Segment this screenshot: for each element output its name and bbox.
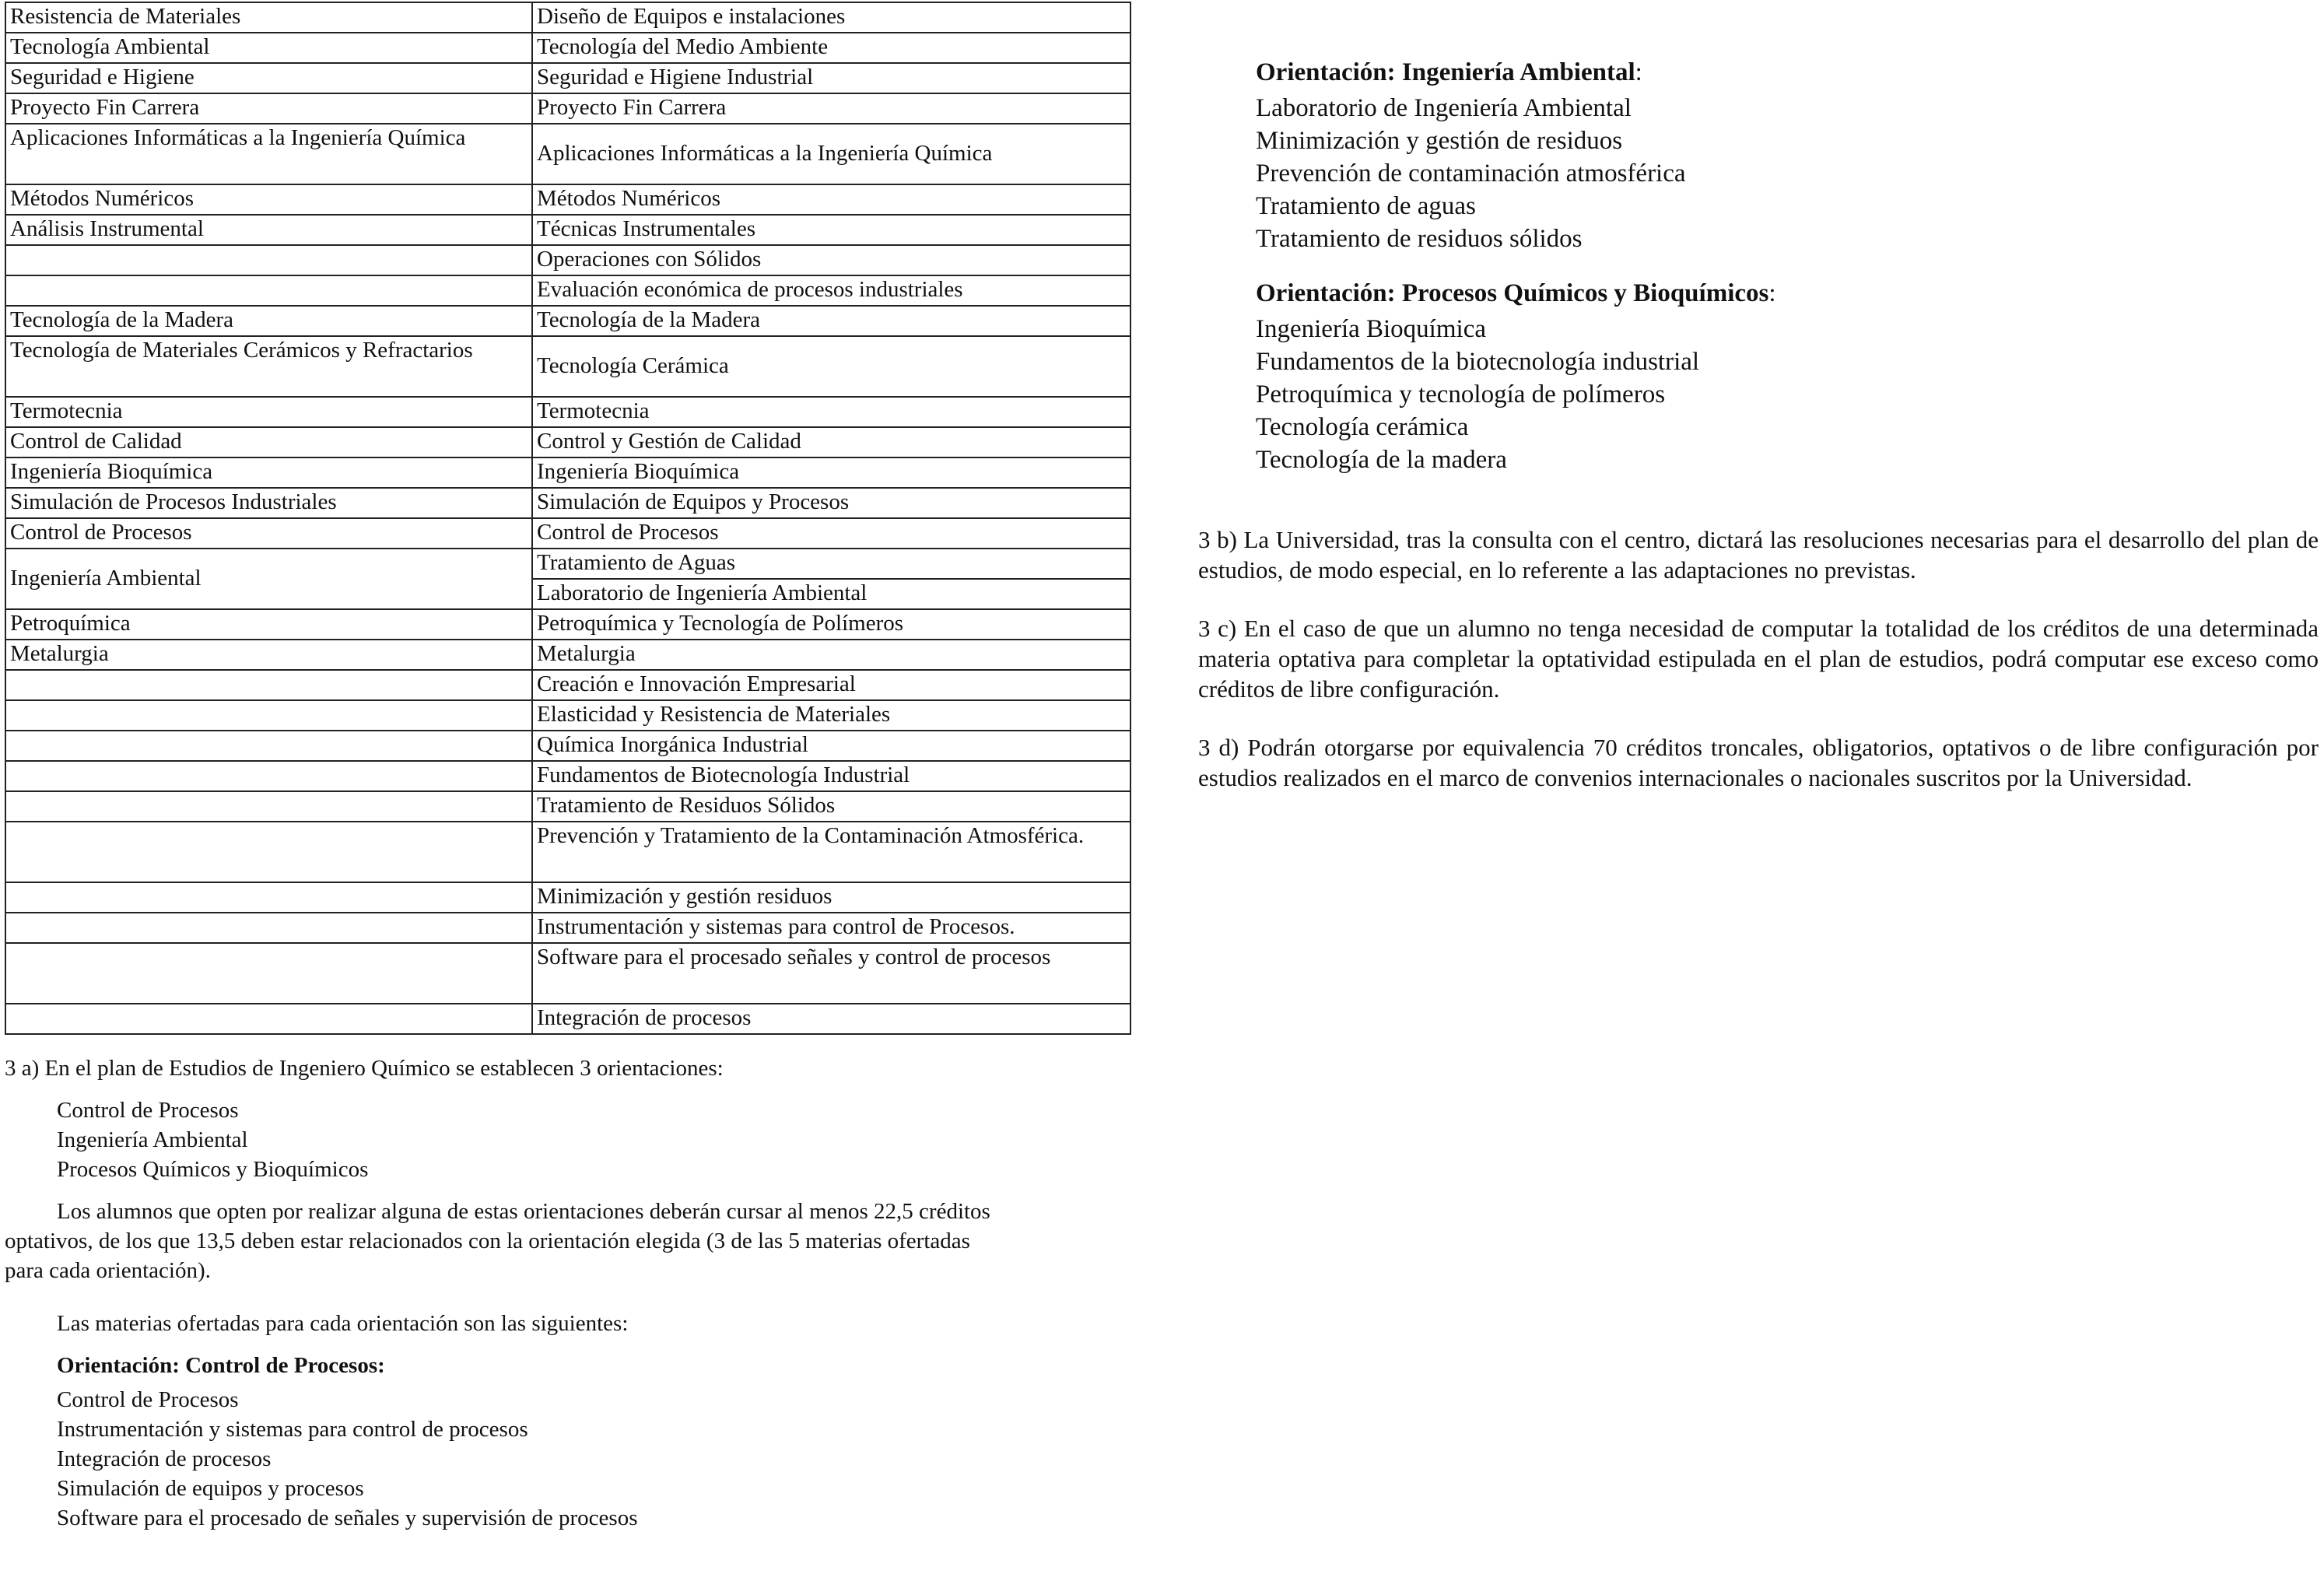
old-subject-cell: Ingeniería Bioquímica xyxy=(5,457,532,488)
old-subject-cell xyxy=(5,670,532,700)
paragraph-text: Los alumnos que opten por realizar alguna de estas orientaciones deberán cursar al menos 22,5 créditos optativos, de los que 13,5 deben estar relacionados con la orientación elegida (3 de las 5 materias ofertadas para cada orientación). xyxy=(5,1199,990,1283)
old-subject-cell: Proyecto Fin Carrera xyxy=(5,93,532,124)
orientation-procesos-title: Orientación: Procesos Químicos y Bioquímicos: xyxy=(1256,279,1776,307)
title-text: Orientación: Ingeniería Ambiental xyxy=(1256,58,1635,86)
new-subject-cell: Química Inorgánica Industrial xyxy=(532,731,1130,761)
new-subject-cell: Tecnología Cerámica xyxy=(532,336,1130,397)
list-item: Minimización y gestión de residuos xyxy=(1256,127,1623,155)
old-subject-cell: Control de Calidad xyxy=(5,427,532,457)
list-item: Laboratorio de Ingeniería Ambiental xyxy=(1256,94,1632,122)
new-subject-cell: Integración de procesos xyxy=(532,1004,1130,1034)
old-subject-cell xyxy=(5,1004,532,1034)
section-3a-paragraph-2: Las materias ofertadas para cada orientación son las siguientes: xyxy=(57,1311,629,1336)
table-row xyxy=(5,2,1130,33)
table-row xyxy=(5,306,1130,336)
table-row xyxy=(5,124,1130,184)
table-row xyxy=(5,761,1130,791)
new-subject-cell: Laboratorio de Ingeniería Ambiental xyxy=(532,579,1130,609)
section-3a-paragraph xyxy=(5,1197,1008,1285)
old-subject-cell xyxy=(5,275,532,306)
table-row xyxy=(5,184,1130,215)
table-row xyxy=(5,822,1130,882)
new-subject-cell: Ingeniería Bioquímica xyxy=(532,457,1130,488)
list-item: Procesos Químicos y Bioquímicos xyxy=(57,1157,369,1182)
old-subject-cell: Petroquímica xyxy=(5,609,532,640)
table-row xyxy=(5,700,1130,731)
new-subject-cell: Control y Gestión de Calidad xyxy=(532,427,1130,457)
title-text: Orientación: Procesos Químicos y Bioquímicos xyxy=(1256,279,1769,307)
table-row xyxy=(5,215,1130,245)
old-subject-cell xyxy=(5,882,532,913)
new-subject-cell: Tratamiento de Residuos Sólidos xyxy=(532,791,1130,822)
table-row xyxy=(5,63,1130,93)
list-item: Integración de procesos xyxy=(57,1446,272,1471)
list-item: Tecnología cerámica xyxy=(1256,413,1469,441)
new-subject-cell: Creación e Innovación Empresarial xyxy=(532,670,1130,700)
old-subject-cell: Simulación de Procesos Industriales xyxy=(5,488,532,518)
old-subject-cell: Aplicaciones Informáticas a la Ingeniería Química xyxy=(5,124,532,184)
old-subject-cell: Control de Procesos xyxy=(5,518,532,549)
old-subject-cell: Tecnología Ambiental xyxy=(5,33,532,63)
section-3a xyxy=(5,1053,1125,1533)
old-subject-cell xyxy=(5,791,532,822)
table-row xyxy=(5,518,1130,549)
old-subject-cell xyxy=(5,822,532,882)
new-subject-cell: Diseño de Equipos e instalaciones xyxy=(532,2,1130,33)
new-subject-cell: Proyecto Fin Carrera xyxy=(532,93,1130,124)
table-row xyxy=(5,33,1130,63)
new-subject-cell: Software para el procesado señales y control de procesos xyxy=(532,943,1130,1004)
old-subject-cell: Termotecnia xyxy=(5,397,532,427)
new-subject-cell: Control de Procesos xyxy=(532,518,1130,549)
list-item: Instrumentación y sistemas para control de procesos xyxy=(57,1417,528,1442)
new-subject-cell: Petroquímica y Tecnología de Polímeros xyxy=(532,609,1130,640)
old-subject-cell xyxy=(5,731,532,761)
table-row xyxy=(5,882,1130,913)
old-subject-cell: Análisis Instrumental xyxy=(5,215,532,245)
old-subject-cell xyxy=(5,943,532,1004)
list-item: Prevención de contaminación atmosférica xyxy=(1256,160,1686,188)
new-subject-cell: Minimización y gestión residuos xyxy=(532,882,1130,913)
table-row xyxy=(5,549,1130,579)
old-subject-cell: Métodos Numéricos xyxy=(5,184,532,215)
old-subject-cell: Tecnología de Materiales Cerámicos y Refractarios xyxy=(5,336,532,397)
list-item: Control de Procesos xyxy=(57,1098,239,1123)
paragraph-3b: 3 b) La Universidad, tras la consulta con el centro, dictará las resoluciones necesarias para el desarrollo del plan de estudios, de modo especial, en lo referente a las adaptaciones no previstas. xyxy=(1198,526,2319,584)
old-subject-cell xyxy=(5,913,532,943)
new-subject-cell: Instrumentación y sistemas para control de Procesos. xyxy=(532,913,1130,943)
list-item: Software para el procesado de señales y supervisión de procesos xyxy=(57,1506,638,1530)
new-subject-cell: Metalurgia xyxy=(532,640,1130,670)
old-subject-cell xyxy=(5,761,532,791)
table-row xyxy=(5,1004,1130,1034)
list-item: Tratamiento de residuos sólidos xyxy=(1256,225,1583,253)
list-item: Simulación de equipos y procesos xyxy=(57,1476,364,1501)
list-item: Ingeniería Bioquímica xyxy=(1256,315,1486,343)
table-row xyxy=(5,640,1130,670)
table-row xyxy=(5,791,1130,822)
new-subject-cell: Tecnología del Medio Ambiente xyxy=(532,33,1130,63)
right-column xyxy=(1198,0,2324,793)
old-subject-cell: Ingeniería Ambiental xyxy=(5,549,532,609)
new-subject-cell: Fundamentos de Biotecnología Industrial xyxy=(532,761,1130,791)
control-items-list xyxy=(5,1385,1125,1533)
new-subject-cell: Aplicaciones Informáticas a la Ingeniería Química xyxy=(532,124,1130,184)
list-item: Fundamentos de la biotecnología industrial xyxy=(1256,348,1700,376)
table-row xyxy=(5,397,1130,427)
table-row xyxy=(5,609,1130,640)
paragraph-3d: 3 d) Podrán otorgarse por equivalencia 70 créditos troncales, obligatorios, optativos o de libre configuración por estudios realizados en el marco de convenios internacionales o nacionales suscritos por la Universidad. xyxy=(1198,734,2319,791)
table-row xyxy=(5,913,1130,943)
table-row xyxy=(5,427,1130,457)
old-subject-cell: Resistencia de Materiales xyxy=(5,2,532,33)
orientation-control-title: Orientación: Control de Procesos: xyxy=(57,1353,385,1378)
new-subject-cell: Operaciones con Sólidos xyxy=(532,245,1130,275)
old-subject-cell: Tecnología de la Madera xyxy=(5,306,532,336)
new-subject-cell: Métodos Numéricos xyxy=(532,184,1130,215)
paragraph-3c: 3 c) En el caso de que un alumno no tenga necesidad de computar la totalidad de los créditos de una determinada materia optativa para completar la optatividad estipulada en el plan de estudios, podrá computar ese exceso como créditos de libre configuración. xyxy=(1198,615,2319,703)
list-item: Tecnología de la madera xyxy=(1256,446,1507,474)
new-subject-cell: Evaluación económica de procesos industriales xyxy=(532,275,1130,306)
new-subject-cell: Simulación de Equipos y Procesos xyxy=(532,488,1130,518)
table-row xyxy=(5,275,1130,306)
list-item: Control de Procesos xyxy=(57,1387,239,1412)
new-subject-cell: Tecnología de la Madera xyxy=(532,306,1130,336)
ambiental-items-list xyxy=(1198,92,2324,255)
old-subject-cell xyxy=(5,245,532,275)
equivalence-table xyxy=(5,2,1131,1035)
new-subject-cell: Termotecnia xyxy=(532,397,1130,427)
new-subject-cell: Seguridad e Higiene Industrial xyxy=(532,63,1130,93)
procesos-items-list xyxy=(1198,313,2324,476)
new-subject-cell: Técnicas Instrumentales xyxy=(532,215,1130,245)
old-subject-cell xyxy=(5,700,532,731)
old-subject-cell: Metalurgia xyxy=(5,640,532,670)
list-item: Petroquímica y tecnología de polímeros xyxy=(1256,380,1666,408)
list-item: Ingeniería Ambiental xyxy=(57,1127,248,1152)
orientation-ambiental-title: Orientación: Ingeniería Ambiental: xyxy=(1256,58,1642,86)
table-row xyxy=(5,943,1130,1004)
table-row xyxy=(5,245,1130,275)
table-row xyxy=(5,488,1130,518)
table-row xyxy=(5,457,1130,488)
new-subject-cell: Elasticidad y Resistencia de Materiales xyxy=(532,700,1130,731)
new-subject-cell: Prevención y Tratamiento de la Contaminación Atmosférica. xyxy=(532,822,1130,882)
table-row xyxy=(5,731,1130,761)
new-subject-cell: Tratamiento de Aguas xyxy=(532,549,1130,579)
table-row xyxy=(5,336,1130,397)
orientations-list xyxy=(5,1095,1125,1184)
old-subject-cell: Seguridad e Higiene xyxy=(5,63,532,93)
section-3a-intro: 3 a) En el plan de Estudios de Ingeniero Químico se establecen 3 orientaciones: xyxy=(5,1056,724,1081)
left-column xyxy=(5,2,1125,1533)
list-item: Tratamiento de aguas xyxy=(1256,192,1476,220)
table-row xyxy=(5,670,1130,700)
table-row xyxy=(5,93,1130,124)
